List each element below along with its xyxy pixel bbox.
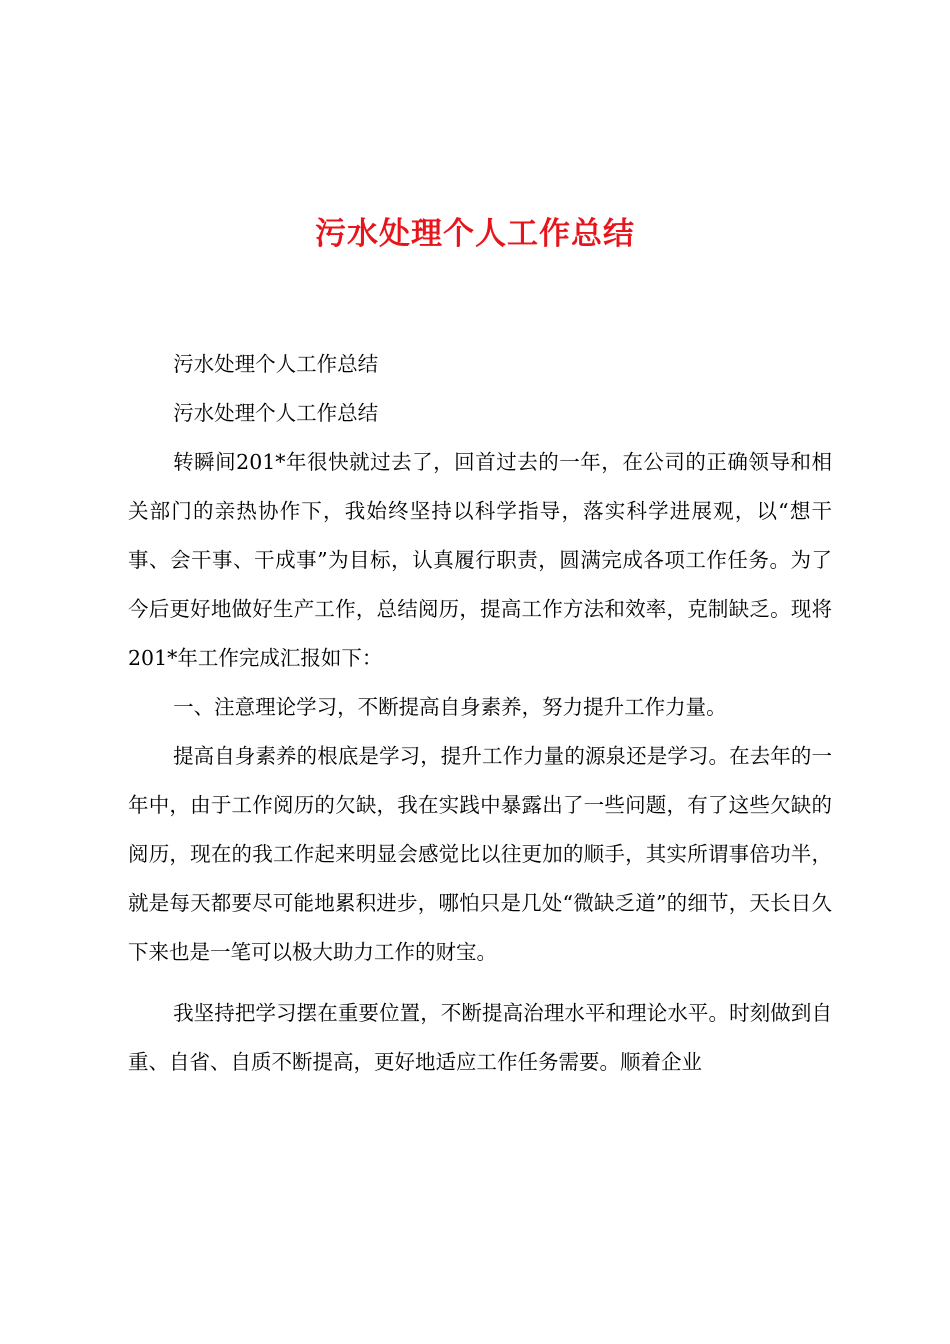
paragraph-priority: 我坚持把学习摆在重要位置，不断提高治理水平和理论水平。时刻做到自重、自省、自质不断提高，更好地适应工作任务需要。顺着企业 bbox=[128, 1001, 832, 1074]
document-title: 污水处理个人工作总结 bbox=[315, 216, 635, 252]
paragraph-section-heading-1: 一、注意理论学习，不断提高自身素养，努力提升工作力量。 bbox=[173, 695, 727, 719]
paragraph-intro: 转瞬间201*年很快就过去了，回首过去的一年，在公司的正确领导和相关部门的亲热协作下，我始终坚持以科学指导，落实科学进展观，以“想干事、会干事、干成事”为目标，认真履行职责，圆满完成各项工作任务。为了今后更好地做好生产工作，总结阅历，提高工作方法和效率，克制缺乏。现将201*年工作完成汇报如下： bbox=[128, 450, 832, 670]
paragraph-subtitle-2: 污水处理个人工作总结 bbox=[173, 401, 379, 425]
document-body bbox=[128, 340, 832, 1087]
paragraph-study: 提高自身素养的根底是学习，提升工作力量的源泉还是学习。在去年的一年中，由于工作阅历的欠缺，我在实践中暴露出了一些问题，有了这些欠缺的阅历，现在的我工作起来明显会感觉比以往更加的顺手，其实所谓事倍功半，就是每天都要尽可能地累积进步，哪怕只是几处“微缺乏道”的细节，天长日久下来也是一笔可以极大助力工作的财宝。 bbox=[128, 744, 832, 964]
paragraph-subtitle-1: 污水处理个人工作总结 bbox=[173, 352, 379, 376]
